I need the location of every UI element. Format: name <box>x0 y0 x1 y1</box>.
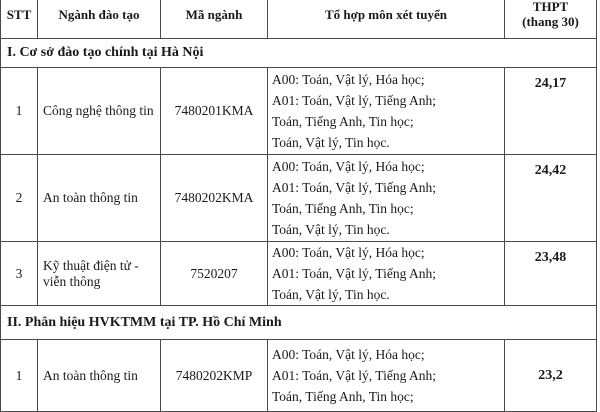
combo-line: A00: Toán, Vật lý, Hóa học; <box>272 245 425 260</box>
major-line: Kỹ thuật điện tử - <box>43 257 139 273</box>
cell-stt: 1 <box>1 340 38 412</box>
combo-line: A01: Toán, Vật lý, Tiếng Anh; <box>272 93 436 108</box>
combo-line: Toán, Vật lý, Tin học. <box>272 135 390 150</box>
cell-score: 23,48 <box>505 242 597 306</box>
cell-score: 23,2 <box>505 340 597 412</box>
section-title: II. Phân hiệu HVKTMM tại TP. Hồ Chí Minh <box>1 306 597 340</box>
header-code: Mã ngành <box>161 0 268 39</box>
cell-code: 7480202KMA <box>161 155 268 242</box>
table-row <box>1 155 597 242</box>
cell-combos <box>268 155 505 242</box>
header-major: Ngành đào tạo <box>38 0 161 39</box>
section-title: I. Cơ sở đào tạo chính tại Hà Nội <box>1 39 597 68</box>
table-row <box>1 340 597 412</box>
combo-line: A01: Toán, Vật lý, Tiếng Anh; <box>272 266 436 281</box>
header-combos: Tổ hợp môn xét tuyển <box>268 0 505 39</box>
cell-major <box>38 242 161 306</box>
cell-combos <box>268 242 505 306</box>
table-row <box>1 242 597 306</box>
cell-code: 7520207 <box>161 242 268 306</box>
cell-combos <box>268 340 505 412</box>
cell-code: 7480201KMA <box>161 68 268 155</box>
cell-score: 24,42 <box>505 155 597 242</box>
cell-code: 7480202KMP <box>161 340 268 412</box>
combo-line: Toán, Tiếng Anh, Tin học; <box>272 389 414 404</box>
cell-stt: 3 <box>1 242 38 306</box>
cell-major: An toàn thông tin <box>38 155 161 242</box>
combo-line: Toán, Tiếng Anh, Tin học; <box>272 114 414 129</box>
combo-line: Toán, Vật lý, Tin học. <box>272 287 390 302</box>
cell-major: An toàn thông tin <box>38 340 161 412</box>
combo-line: Toán, Tiếng Anh, Tin học; <box>272 201 414 216</box>
cell-stt: 2 <box>1 155 38 242</box>
combo-line: A00: Toán, Vật lý, Hóa học; <box>272 159 425 174</box>
header-score-line1: THPT <box>532 0 569 14</box>
combo-line: A01: Toán, Vật lý, Tiếng Anh; <box>272 180 436 195</box>
section-row-hanoi <box>1 39 597 68</box>
cell-major: Công nghệ thông tin <box>38 68 161 155</box>
cell-stt: 1 <box>1 68 38 155</box>
combo-line: A00: Toán, Vật lý, Hóa học; <box>272 72 425 87</box>
cell-score: 24,17 <box>505 68 597 155</box>
header-score <box>505 0 597 39</box>
table-header-row <box>1 0 597 39</box>
combo-line: Toán, Vật lý, Tin học. <box>272 222 390 237</box>
header-stt: STT <box>1 0 38 39</box>
major-line: viễn thông <box>43 273 101 289</box>
table-row <box>1 68 597 155</box>
combo-line: A00: Toán, Vật lý, Hóa học; <box>272 347 425 362</box>
section-row-hcmc <box>1 306 597 340</box>
header-score-line2: (thang 30) <box>522 14 579 29</box>
cell-combos <box>268 68 505 155</box>
combo-line: A01: Toán, Vật lý, Tiếng Anh; <box>272 368 436 383</box>
